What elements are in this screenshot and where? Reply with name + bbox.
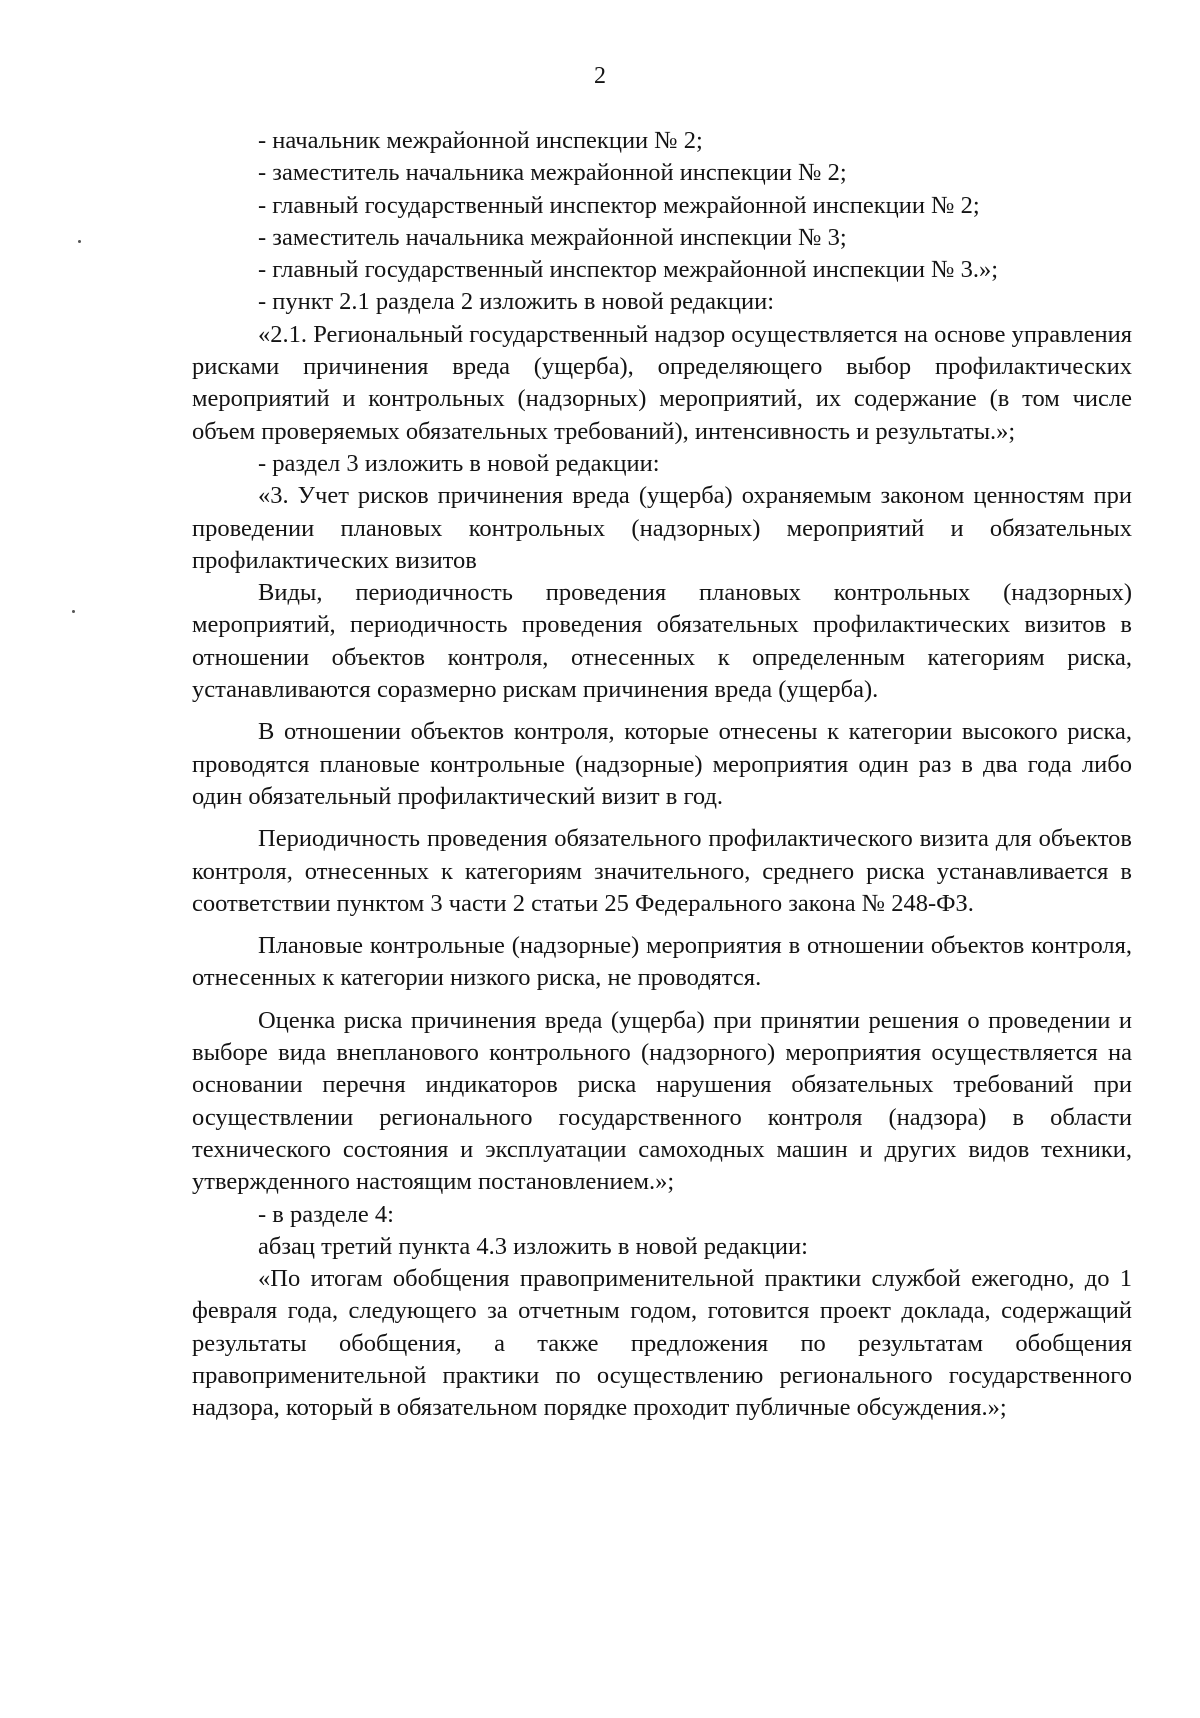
body-paragraph: Виды, периодичность проведения плановых контрольных (надзорных) мероприятий, периодичность проведения обязательных профилактических визитов в отношении объектов контроля, отнесенных к определенным категориям риска, устанавливаются соразмерно рискам причинения вреда (ущерба). [192, 579, 1132, 704]
amendment-instruction: абзац третий пункта 4.3 изложить в новой редакции: [258, 1232, 808, 1260]
quoted-paragraph: «2.1. Региональный государственный надзор осуществляется на основе управления рисками причинения вреда (ущерба), определяющего выбор профилактических мероприятий и контрольных (надзорных) мероприятий, их содержание (в том числе объем проверяемых обязательных требований), интенсивность и результаты.»; [192, 320, 1132, 445]
list-item: - главный государственный инспектор межрайонной инспекции № 2; [258, 191, 980, 219]
list-item: - главный государственный инспектор межрайонной инспекции № 3.»; [258, 256, 999, 284]
list-item: - заместитель начальника межрайонной инспекции № 2; [258, 159, 847, 187]
scan-speck [72, 610, 75, 613]
quoted-paragraph: «По итогам обобщения правоприменительной практики службой ежегодно, до 1 февраля года, следующего за отчетным годом, готовится проект доклада, содержащий результаты обобщения, а также предложения по результатам обобщения правоприменительной практики по осуществлению регионального государственного надзора, который в обязательном порядке проходит публичные обсуждения.»; [192, 1265, 1132, 1422]
scan-speck [78, 240, 81, 243]
body-paragraph: Плановые контрольные (надзорные) мероприятия в отношении объектов контроля, отнесенных к категории низкого риска, не проводятся. [192, 932, 1132, 992]
section-heading: «3. Учет рисков причинения вреда (ущерба) охраняемым законом ценностям при проведении плановых контрольных (надзорных) мероприятий и обязательных профилактических визитов [192, 482, 1132, 574]
amendment-instruction: - пункт 2.1 раздела 2 изложить в новой редакции: [258, 288, 775, 316]
document-body [192, 125, 1132, 1425]
amendment-instruction: - в разделе 4: [258, 1200, 394, 1228]
body-paragraph: Оценка риска причинения вреда (ущерба) при принятии решения о проведении и выборе вида внепланового контрольного (надзорного) мероприятия осуществляется на основании перечня индикаторов риска нарушения обязательных требований при осуществлении регионального государственного контроля (надзора) в области технического состояния и эксплуатации самоходных машин и других видов техники, утвержденного настоящим постановлением.»; [192, 1006, 1132, 1196]
list-item: - начальник межрайонной инспекции № 2; [258, 127, 703, 154]
amendment-instruction: - раздел 3 изложить в новой редакции: [258, 449, 660, 477]
body-paragraph: Периодичность проведения обязательного профилактического визита для объектов контроля, отнесенных к категориям значительного, среднего риска устанавливается в соответствии пунктом 3 части 2 статьи 25 Федерального закона № 248-ФЗ. [192, 825, 1132, 917]
page-number: 2 [594, 63, 606, 89]
body-paragraph: В отношении объектов контроля, которые отнесены к категории высокого риска, проводятся плановые контрольные (надзорные) мероприятия один раз в два года либо один обязательный профилактический визит в год. [192, 718, 1132, 810]
list-item: - заместитель начальника межрайонной инспекции № 3; [258, 223, 847, 251]
